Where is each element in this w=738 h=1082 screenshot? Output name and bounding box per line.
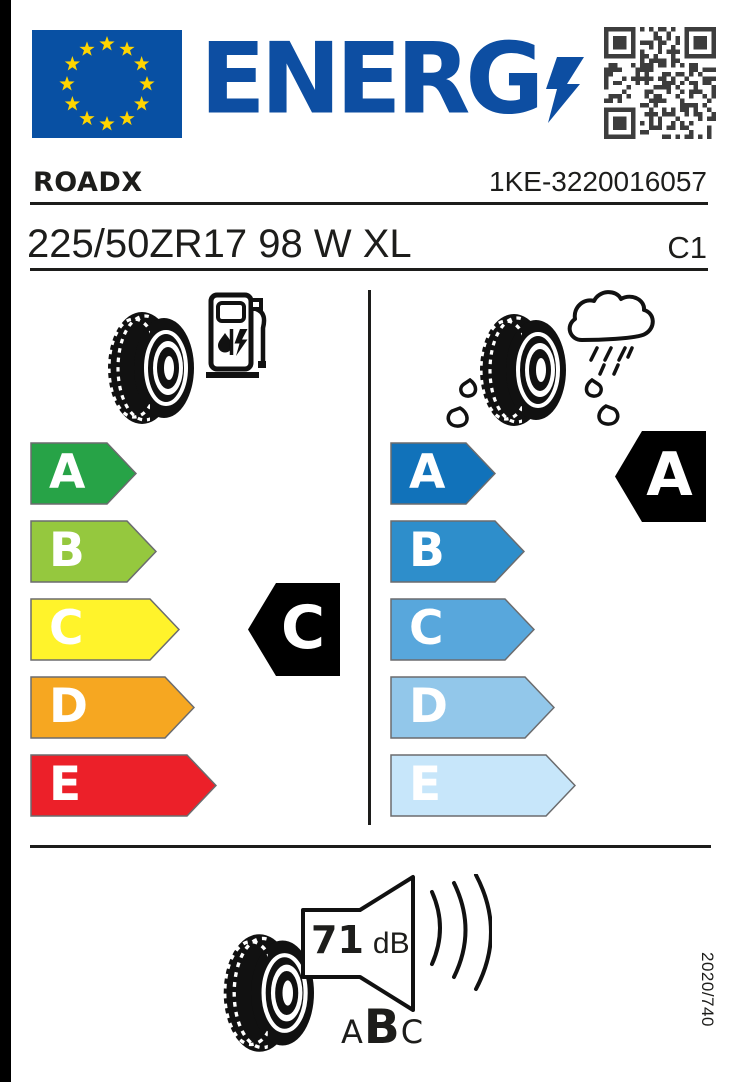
fuel-efficiency-grade-B xyxy=(30,520,217,583)
tyre-class: C1 xyxy=(667,230,707,265)
noise-class-scale xyxy=(341,1000,424,1055)
noise-unit: dB xyxy=(372,927,410,960)
lightning-bolt-icon xyxy=(546,57,584,123)
grade-letter: E xyxy=(49,756,82,812)
fuel-efficiency-grade-C xyxy=(30,598,217,661)
tire-fuel-icon xyxy=(104,306,204,430)
grade-letter: B xyxy=(49,522,85,578)
wet-grip-rating-letter: A xyxy=(646,439,693,510)
sound-waves-icon xyxy=(432,875,491,989)
noise-level xyxy=(311,918,410,962)
noise-class-a: A xyxy=(341,1013,363,1051)
noise-class-b: B xyxy=(363,1000,400,1055)
tire-wet-icon xyxy=(476,308,576,432)
wet-grip-grade-D xyxy=(390,676,576,739)
grade-letter: A xyxy=(49,444,86,500)
grade-letter: C xyxy=(49,600,84,656)
energ-logo-text: ENERG xyxy=(200,21,540,137)
grade-letter: C xyxy=(409,600,444,656)
grade-letter: E xyxy=(409,756,442,812)
left-edge-strip xyxy=(0,0,11,1082)
noise-class-c: C xyxy=(400,1013,424,1051)
fuel-efficiency-grade-E xyxy=(30,754,217,817)
fuel-efficiency-rating-letter: C xyxy=(280,592,326,663)
separator-line xyxy=(30,202,708,205)
tyre-size-designation: 225/50ZR17 98 W XL xyxy=(27,222,412,266)
fuel-efficiency-scale xyxy=(30,442,217,832)
fuel-efficiency-grade-A xyxy=(30,442,217,505)
wet-grip-grade-A xyxy=(390,442,576,505)
separator-line xyxy=(30,268,708,271)
wet-grip-scale xyxy=(390,442,576,832)
type-identifier: 1KE-3220016057 xyxy=(489,166,707,197)
grade-letter: D xyxy=(49,678,89,734)
brand-name: ROADX xyxy=(33,167,143,198)
separator-line xyxy=(30,845,711,848)
wet-grip-grade-C xyxy=(390,598,576,661)
fuel-efficiency-rating-arrow xyxy=(248,583,340,676)
wet-grip-grade-B xyxy=(390,520,576,583)
noise-value: 71 xyxy=(311,918,364,962)
grade-letter: B xyxy=(409,522,445,578)
wet-grip-rating-arrow xyxy=(615,431,706,522)
water-splash-icon xyxy=(574,378,626,432)
grade-letter: A xyxy=(409,444,446,500)
wet-grip-grade-E xyxy=(390,754,576,817)
fuel-pump-icon xyxy=(205,291,269,381)
rain-cloud-icon xyxy=(566,290,666,378)
eu-flag-icon xyxy=(32,30,182,138)
regulation-number: 2020/740 xyxy=(698,952,717,1027)
fuel-efficiency-grade-D xyxy=(30,676,217,739)
qr-code xyxy=(604,27,716,139)
water-splash-icon xyxy=(440,378,488,434)
grade-letter: D xyxy=(409,678,449,734)
section-divider xyxy=(368,290,371,825)
